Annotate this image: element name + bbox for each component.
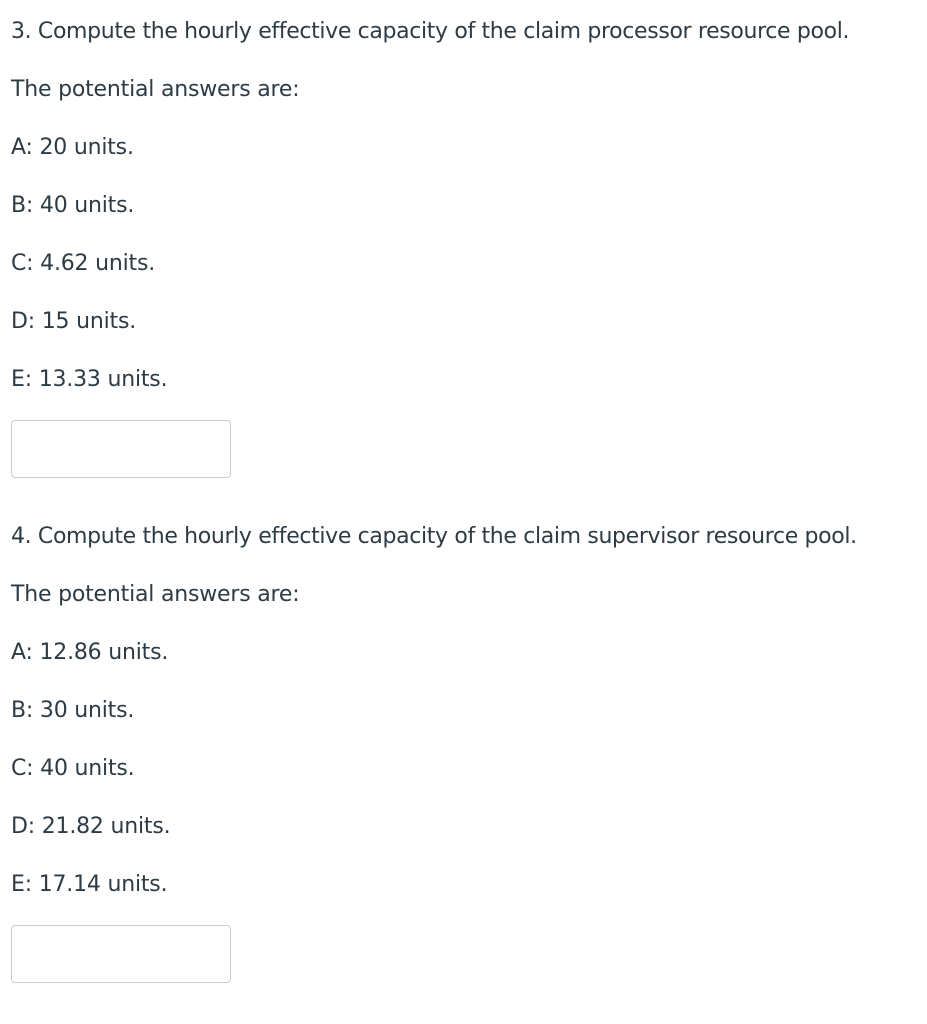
answer-input[interactable] [11,420,231,478]
option-c: C: 4.62 units. [11,251,156,276]
option-c: C: 40 units. [11,756,135,781]
option-d: D: 21.82 units. [11,814,171,839]
answer-input[interactable] [11,925,231,983]
answers-intro: The potential answers are: [11,77,300,102]
answers-intro: The potential answers are: [11,582,300,607]
option-d: D: 15 units. [11,309,137,334]
option-a: A: 12.86 units. [11,640,169,665]
option-b: B: 30 units. [11,698,135,723]
option-e: E: 13.33 units. [11,367,168,392]
question-prompt: 4. Compute the hourly effective capacity of the claim supervisor resource pool. [11,524,857,549]
option-e: E: 17.14 units. [11,872,168,897]
option-a: A: 20 units. [11,135,134,160]
option-b: B: 40 units. [11,193,135,218]
question-prompt: 3. Compute the hourly effective capacity of the claim processor resource pool. [11,19,850,44]
